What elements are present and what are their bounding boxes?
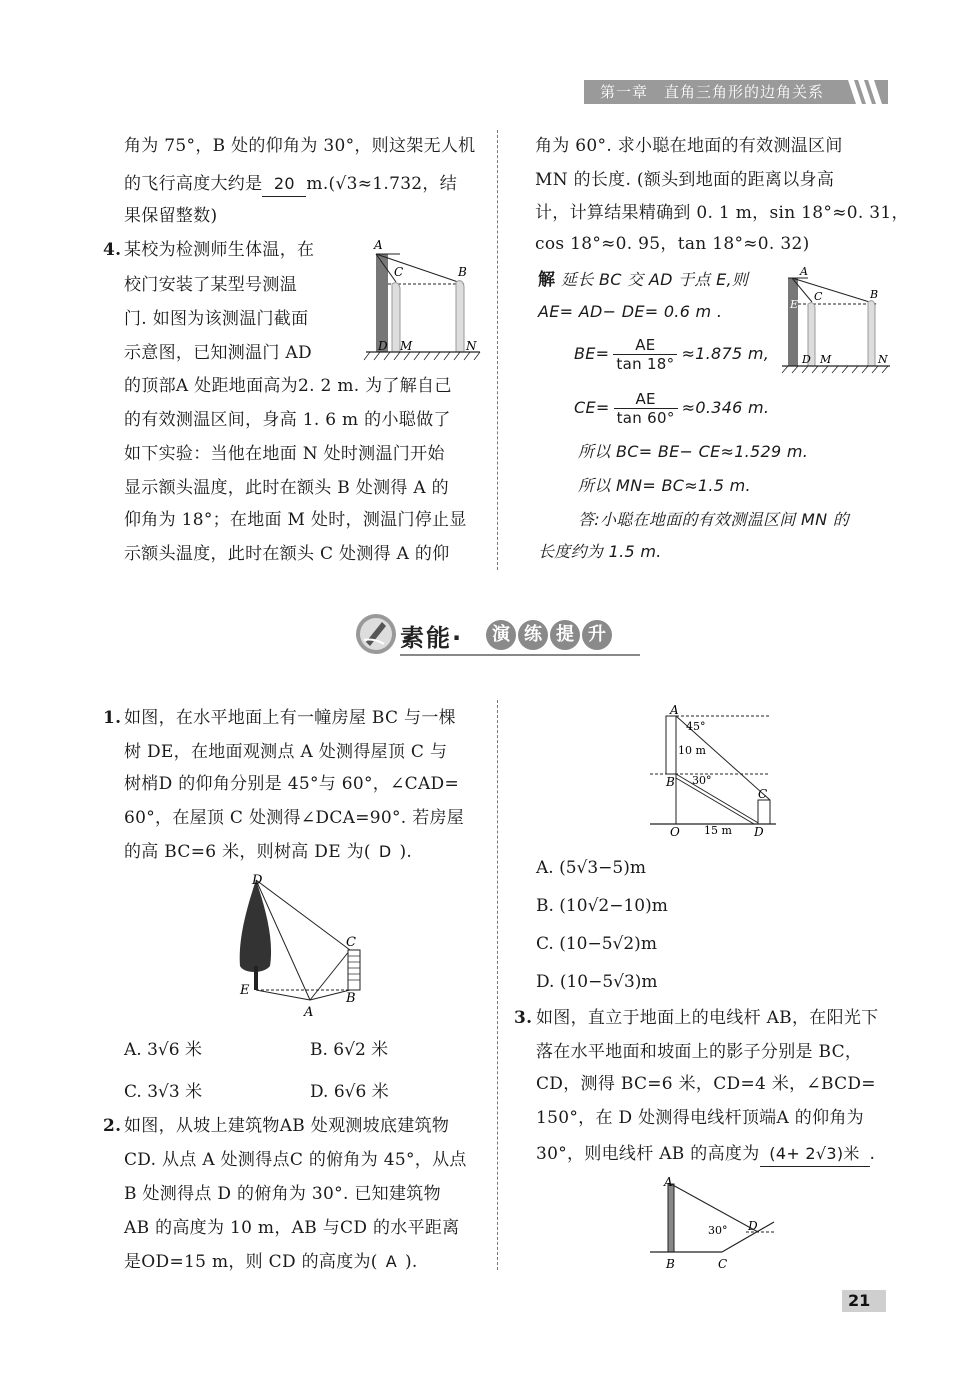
q1-line5: 的高 BC=6 米，则树高 DE 为( D ).: [124, 842, 413, 862]
q1-option-b: B. 6√2 米: [310, 1040, 389, 1060]
gate-figure: [360, 234, 486, 364]
q2-line5: 是OD=15 m，则 CD 的高度为( A ).: [124, 1252, 418, 1272]
solution-label: 解: [538, 270, 556, 290]
slope-angle-30: 30°: [692, 774, 712, 787]
slope-label-D: D: [754, 825, 764, 839]
header-stripes-icon: [848, 80, 888, 104]
q2-line3: B 处测得点 D 的俯角为 30°. 已知建筑物: [124, 1184, 441, 1204]
q1-answer: D: [378, 842, 392, 861]
q3prev-line3: 果保留整数): [124, 206, 218, 226]
slope-label-B: B: [666, 775, 675, 789]
gate-label-D: D: [378, 339, 388, 353]
sol-gate-label-C: C: [814, 290, 823, 303]
solution-line5: 所以 BC= BE− CE≈1.529 m.: [578, 442, 809, 461]
q4-number: 4.: [103, 240, 122, 260]
q1-line3: 树梢D 的仰角分别是 45°与 60°，∠CAD=: [124, 774, 460, 794]
tree-house-figure: [234, 870, 384, 1020]
gate-label-C: C: [394, 265, 404, 279]
q3-line2: 落在水平地面和坡面上的影子分别是 BC，: [536, 1042, 863, 1062]
q3-line3: CD，测得 BC=6 米，CD=4 米，∠BCD=: [536, 1074, 876, 1094]
sol-gate-label-E: E: [790, 298, 799, 311]
q2-answer: A: [385, 1252, 397, 1271]
q4-line6: 的有效测温区间，身高 1. 6 m 的小聪做了: [124, 410, 451, 430]
solution-line1: 解 延长 BC 交 AD 于点 E,则: [538, 270, 749, 290]
q1-option-d: D. 6√6 米: [310, 1082, 389, 1102]
page-number-box: [842, 1290, 886, 1312]
gate-label-A: A: [374, 238, 383, 252]
q4-line1: 某校为检测师生体温，在: [124, 240, 315, 260]
q4-cont-line1: 角为 60°. 求小聪在地面的有效测温区间: [535, 136, 843, 156]
banner-char-2: 练: [518, 620, 548, 650]
gate-label-M: M: [400, 339, 413, 353]
solution-be: BE= $\frac{AE}{\tan 18^\circ}$ ≈1.875 m,: [574, 336, 770, 373]
slope-label-C: C: [758, 787, 768, 801]
q2-number: 2.: [103, 1116, 122, 1136]
pole-label-D: D: [748, 1219, 758, 1233]
pole-label-C: C: [718, 1257, 728, 1270]
q4-line7: 如下实验：当他在地面 N 处时测温门开始: [124, 444, 445, 464]
q4-line4: 示意图，已知测温门 AD: [124, 343, 312, 363]
solution-line6: 所以 MN= BC≈1.5 m.: [578, 476, 751, 495]
tree-label-D: D: [252, 873, 263, 888]
solution-ce: CE= $\frac{AE}{\tan 60^\circ}$ ≈0.346 m.: [574, 390, 770, 427]
banner-char-3: 提: [550, 620, 580, 650]
page-number: 21: [848, 1291, 871, 1310]
q3prev-line1: 角为 75°，B 处的仰角为 30°，则这架无人机: [124, 136, 476, 156]
q3-number: 3.: [514, 1008, 533, 1028]
q3-line1: 如图，直立于地面上的电线杆 AB，在阳光下: [536, 1008, 879, 1028]
sol-gate-label-M: M: [820, 353, 832, 366]
solution-line7: 答:小聪在地面的有效测温区间 MN 的: [578, 510, 850, 529]
q4-line8: 显示额头温度，此时在额头 B 处测得 A 的: [124, 478, 449, 498]
q2-option-d: D. (10−5√3)m: [536, 972, 658, 992]
slope-angle-45: 45°: [686, 720, 706, 733]
pole-shadow-figure: [646, 1176, 780, 1270]
q4-line10: 示额头温度，此时在额头 C 处测得 A 的仰: [124, 544, 450, 564]
tree-label-B: B: [346, 991, 356, 1006]
q4-cont-line2: MN 的长度. (额头到地面的距离以身高: [535, 170, 835, 190]
q2-option-c: C. (10−5√2)m: [536, 934, 657, 954]
gate-label-B: B: [458, 265, 467, 279]
q1-line1: 如图，在水平地面上有一幢房屋 BC 与一棵: [124, 708, 456, 728]
solution-line2: AE= AD− DE= 0.6 m .: [538, 302, 723, 321]
q3prev-line2: 的飞行高度大约是 20 m.(√3≈1.732，结: [124, 172, 457, 197]
banner-char-4: 升: [582, 620, 612, 650]
q2-line4: AB 的高度为 10 m，AB 与CD 的水平距离: [124, 1218, 460, 1238]
q4-line5: 的顶部A 处距地面高为2. 2 m. 为了解自己: [124, 376, 452, 396]
slope-label-A: A: [670, 703, 679, 717]
pole-label-A: A: [664, 1176, 673, 1189]
section-banner-title: 素能·: [400, 624, 464, 652]
q1-option-c: C. 3√3 米: [124, 1082, 203, 1102]
tree-label-C: C: [346, 935, 356, 950]
q1-number: 1.: [103, 708, 122, 728]
q4-line9: 仰角为 18°；在地面 M 处时，测温门停止显: [124, 510, 467, 530]
q2-option-a: A. (5√3−5)m: [536, 858, 646, 878]
pole-label-B: B: [666, 1257, 675, 1270]
q3-answer: (4+ 2√3)米: [760, 1142, 870, 1167]
gate-label-N: N: [466, 339, 477, 353]
gate-figure-solution: [778, 264, 896, 374]
q4-line2: 校门安装了某型号测温: [124, 275, 297, 295]
q3prev-answer: 20: [262, 172, 306, 197]
q4-line3: 门. 如图为该测温门截面: [124, 309, 309, 329]
q2-line2: CD. 从点 A 处测得点C 的俯角为 45°，从点: [124, 1150, 467, 1170]
slope-height-label: 10 m: [678, 744, 706, 757]
slope-label-O: O: [670, 825, 680, 839]
q2-line1: 如图，从坡上建筑物AB 处观测坡底建筑物: [124, 1116, 450, 1136]
q4-cont-line4: cos 18°≈0. 95，tan 18°≈0. 32): [535, 234, 810, 254]
slope-buildings-figure: [650, 702, 780, 840]
column-separator-bottom: [497, 700, 498, 1270]
sol-gate-label-A: A: [800, 265, 808, 278]
pole-angle-30: 30°: [708, 1224, 728, 1237]
slope-width-label: 15 m: [704, 824, 732, 837]
sol-gate-label-N: N: [878, 353, 888, 366]
banner-underline: [400, 654, 640, 656]
q2-option-b: B. (10√2−10)m: [536, 896, 668, 916]
tree-label-A: A: [304, 1005, 314, 1020]
q3-line5: 30°，则电线杆 AB 的高度为 (4+ 2√3)米 .: [536, 1142, 875, 1167]
chapter-header: 第一章 直角三角形的边角关系: [600, 83, 825, 101]
q1-line2: 树 DE，在地面观测点 A 处测得屋顶 C 与: [124, 742, 448, 762]
q4-cont-line3: 计，计算结果精确到 0. 1 m，sin 18°≈0. 31，: [535, 203, 909, 223]
sol-gate-label-B: B: [870, 288, 879, 301]
column-separator-top: [497, 130, 498, 570]
tree-label-E: E: [240, 983, 250, 998]
pencil-badge-icon: [352, 610, 400, 658]
q1-option-a: A. 3√6 米: [124, 1040, 202, 1060]
sol-gate-label-D: D: [802, 353, 811, 366]
q3-line4: 150°，在 D 处测得电线杆顶端A 的仰角为: [536, 1108, 864, 1128]
banner-char-1: 演: [486, 620, 516, 650]
q1-line4: 60°，在屋顶 C 处测得∠DCA=90°. 若房屋: [124, 808, 465, 828]
solution-line8: 长度约为 1.5 m.: [538, 542, 662, 561]
